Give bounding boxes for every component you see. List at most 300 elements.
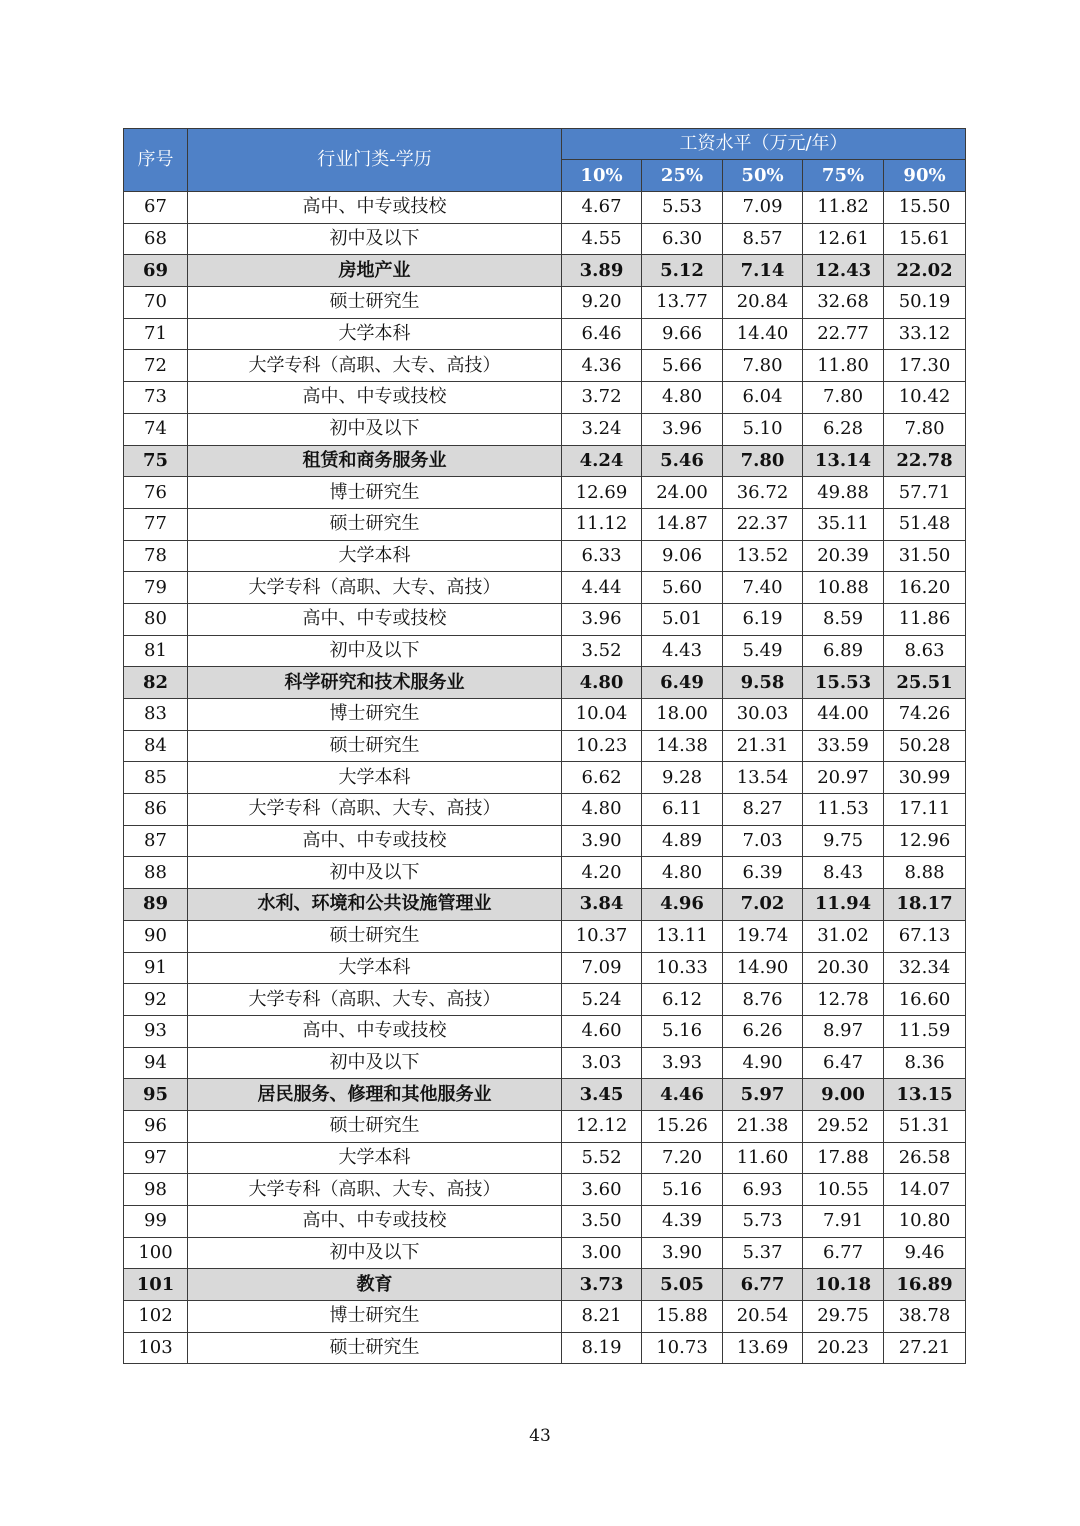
industry-row (124, 1269, 966, 1301)
row-value-p25: 5.12 (642, 255, 723, 287)
industry-row (124, 1079, 966, 1111)
row-value-p90: 32.34 (884, 952, 966, 984)
row-value-p50: 14.40 (723, 318, 803, 350)
row-category: 高中、中专或技校 (188, 1015, 562, 1047)
row-value-p75: 11.80 (803, 350, 884, 382)
row-seq: 89 (124, 889, 188, 921)
row-value-p10: 6.46 (562, 318, 642, 350)
row-seq: 71 (124, 318, 188, 350)
row-category: 大学本科 (188, 762, 562, 794)
row-value-p75: 11.82 (803, 192, 884, 224)
row-value-p50: 8.76 (723, 984, 803, 1016)
table-row (124, 572, 966, 604)
row-value-p25: 5.16 (642, 1015, 723, 1047)
row-value-p25: 13.11 (642, 920, 723, 952)
row-value-p50: 30.03 (723, 699, 803, 731)
table-row (124, 477, 966, 509)
row-value-p10: 10.04 (562, 699, 642, 731)
row-value-p10: 8.21 (562, 1301, 642, 1333)
industry-row (124, 445, 966, 477)
row-category: 初中及以下 (188, 413, 562, 445)
table-row (124, 984, 966, 1016)
row-value-p90: 17.11 (884, 794, 966, 826)
row-value-p75: 33.59 (803, 730, 884, 762)
row-seq: 79 (124, 572, 188, 604)
row-value-p50: 8.57 (723, 223, 803, 255)
row-seq: 100 (124, 1237, 188, 1269)
table-row (124, 287, 966, 319)
row-value-p10: 3.89 (562, 255, 642, 287)
row-value-p10: 4.80 (562, 794, 642, 826)
row-value-p50: 7.03 (723, 825, 803, 857)
row-value-p50: 36.72 (723, 477, 803, 509)
row-seq: 67 (124, 192, 188, 224)
row-value-p25: 4.80 (642, 382, 723, 414)
row-category: 房地产业 (188, 255, 562, 287)
row-value-p25: 5.60 (642, 572, 723, 604)
table-header (124, 129, 966, 192)
row-category: 初中及以下 (188, 1237, 562, 1269)
row-category: 水利、环境和公共设施管理业 (188, 889, 562, 921)
table-row (124, 794, 966, 826)
row-category: 高中、中专或技校 (188, 825, 562, 857)
row-value-p90: 16.20 (884, 572, 966, 604)
row-value-p10: 3.73 (562, 1269, 642, 1301)
row-value-p10: 4.20 (562, 857, 642, 889)
row-value-p90: 12.96 (884, 825, 966, 857)
row-value-p90: 16.89 (884, 1269, 966, 1301)
row-value-p75: 10.88 (803, 572, 884, 604)
row-value-p50: 6.77 (723, 1269, 803, 1301)
row-value-p25: 6.30 (642, 223, 723, 255)
row-value-p90: 11.86 (884, 603, 966, 635)
table-row (124, 762, 966, 794)
row-value-p75: 8.59 (803, 603, 884, 635)
row-value-p10: 7.09 (562, 952, 642, 984)
row-value-p50: 11.60 (723, 1142, 803, 1174)
header-wage-group: 工资水平（万元/年） (562, 129, 966, 160)
row-value-p25: 4.96 (642, 889, 723, 921)
row-value-p50: 14.90 (723, 952, 803, 984)
row-value-p10: 3.60 (562, 1174, 642, 1206)
row-category: 博士研究生 (188, 1301, 562, 1333)
header-p25: 25% (642, 160, 723, 192)
row-value-p25: 15.26 (642, 1110, 723, 1142)
row-value-p50: 13.54 (723, 762, 803, 794)
row-seq: 97 (124, 1142, 188, 1174)
row-seq: 82 (124, 667, 188, 699)
row-value-p75: 13.14 (803, 445, 884, 477)
row-value-p90: 9.46 (884, 1237, 966, 1269)
row-value-p90: 8.63 (884, 635, 966, 667)
row-category: 博士研究生 (188, 477, 562, 509)
table-row (124, 1301, 966, 1333)
row-value-p10: 3.45 (562, 1079, 642, 1111)
table-row (124, 730, 966, 762)
row-seq: 73 (124, 382, 188, 414)
row-value-p75: 7.91 (803, 1206, 884, 1238)
row-value-p10: 8.19 (562, 1332, 642, 1364)
row-category: 初中及以下 (188, 223, 562, 255)
row-value-p25: 3.90 (642, 1237, 723, 1269)
row-value-p75: 15.53 (803, 667, 884, 699)
row-value-p90: 50.19 (884, 287, 966, 319)
row-value-p25: 18.00 (642, 699, 723, 731)
row-seq: 103 (124, 1332, 188, 1364)
row-seq: 94 (124, 1047, 188, 1079)
row-seq: 95 (124, 1079, 188, 1111)
row-value-p25: 6.12 (642, 984, 723, 1016)
row-value-p25: 10.73 (642, 1332, 723, 1364)
row-value-p90: 27.21 (884, 1332, 966, 1364)
row-seq: 77 (124, 508, 188, 540)
row-seq: 96 (124, 1110, 188, 1142)
row-value-p90: 15.61 (884, 223, 966, 255)
table-row (124, 1142, 966, 1174)
row-seq: 74 (124, 413, 188, 445)
row-value-p90: 17.30 (884, 350, 966, 382)
row-value-p10: 3.03 (562, 1047, 642, 1079)
row-value-p50: 5.97 (723, 1079, 803, 1111)
row-value-p90: 26.58 (884, 1142, 966, 1174)
row-value-p75: 49.88 (803, 477, 884, 509)
table-row (124, 508, 966, 540)
header-p90: 90% (884, 160, 966, 192)
row-seq: 75 (124, 445, 188, 477)
table-row (124, 1206, 966, 1238)
row-category: 硕士研究生 (188, 1110, 562, 1142)
row-value-p10: 4.36 (562, 350, 642, 382)
row-value-p90: 22.78 (884, 445, 966, 477)
row-value-p90: 57.71 (884, 477, 966, 509)
row-value-p90: 11.59 (884, 1015, 966, 1047)
row-value-p50: 5.49 (723, 635, 803, 667)
row-category: 大学本科 (188, 952, 562, 984)
row-value-p50: 22.37 (723, 508, 803, 540)
wage-table (123, 128, 966, 1364)
row-value-p10: 3.90 (562, 825, 642, 857)
row-value-p25: 9.28 (642, 762, 723, 794)
row-value-p75: 11.94 (803, 889, 884, 921)
table-row (124, 540, 966, 572)
row-value-p75: 32.68 (803, 287, 884, 319)
row-value-p10: 4.80 (562, 667, 642, 699)
row-category: 初中及以下 (188, 635, 562, 667)
row-value-p25: 4.89 (642, 825, 723, 857)
row-value-p75: 8.43 (803, 857, 884, 889)
header-p75: 75% (803, 160, 884, 192)
row-seq: 99 (124, 1206, 188, 1238)
row-value-p50: 7.80 (723, 445, 803, 477)
row-value-p75: 20.23 (803, 1332, 884, 1364)
row-value-p10: 3.00 (562, 1237, 642, 1269)
row-seq: 70 (124, 287, 188, 319)
row-seq: 88 (124, 857, 188, 889)
row-value-p10: 3.50 (562, 1206, 642, 1238)
row-value-p75: 29.75 (803, 1301, 884, 1333)
row-value-p75: 20.39 (803, 540, 884, 572)
header-category: 行业门类-学历 (188, 129, 562, 192)
row-seq: 92 (124, 984, 188, 1016)
row-value-p50: 6.93 (723, 1174, 803, 1206)
row-category: 博士研究生 (188, 699, 562, 731)
row-value-p90: 51.31 (884, 1110, 966, 1142)
table-row (124, 825, 966, 857)
row-value-p10: 4.24 (562, 445, 642, 477)
row-category: 高中、中专或技校 (188, 382, 562, 414)
row-category: 大学专科（高职、大专、高技） (188, 984, 562, 1016)
row-value-p25: 6.11 (642, 794, 723, 826)
row-value-p50: 6.26 (723, 1015, 803, 1047)
row-seq: 80 (124, 603, 188, 635)
row-seq: 68 (124, 223, 188, 255)
row-seq: 87 (124, 825, 188, 857)
row-value-p75: 10.18 (803, 1269, 884, 1301)
row-value-p75: 20.97 (803, 762, 884, 794)
row-value-p10: 5.52 (562, 1142, 642, 1174)
row-value-p25: 9.06 (642, 540, 723, 572)
row-value-p50: 13.52 (723, 540, 803, 572)
row-category: 大学本科 (188, 318, 562, 350)
row-value-p50: 19.74 (723, 920, 803, 952)
row-value-p10: 3.72 (562, 382, 642, 414)
row-seq: 78 (124, 540, 188, 572)
table-row (124, 635, 966, 667)
row-value-p10: 3.96 (562, 603, 642, 635)
row-category: 硕士研究生 (188, 920, 562, 952)
row-category: 高中、中专或技校 (188, 1206, 562, 1238)
row-value-p75: 12.43 (803, 255, 884, 287)
row-value-p75: 7.80 (803, 382, 884, 414)
row-seq: 102 (124, 1301, 188, 1333)
row-category: 科学研究和技术服务业 (188, 667, 562, 699)
row-value-p75: 11.53 (803, 794, 884, 826)
row-value-p10: 4.44 (562, 572, 642, 604)
row-value-p50: 7.02 (723, 889, 803, 921)
row-category: 大学本科 (188, 540, 562, 572)
row-seq: 98 (124, 1174, 188, 1206)
row-category: 初中及以下 (188, 857, 562, 889)
row-value-p75: 44.00 (803, 699, 884, 731)
row-category: 高中、中专或技校 (188, 192, 562, 224)
table-row (124, 952, 966, 984)
header-seq: 序号 (124, 129, 188, 192)
row-value-p75: 29.52 (803, 1110, 884, 1142)
row-value-p50: 13.69 (723, 1332, 803, 1364)
row-value-p90: 67.13 (884, 920, 966, 952)
row-category: 居民服务、修理和其他服务业 (188, 1079, 562, 1111)
row-category: 硕士研究生 (188, 508, 562, 540)
row-value-p10: 12.69 (562, 477, 642, 509)
row-seq: 91 (124, 952, 188, 984)
row-value-p75: 9.75 (803, 825, 884, 857)
header-p10: 10% (562, 160, 642, 192)
row-value-p90: 33.12 (884, 318, 966, 350)
row-value-p90: 31.50 (884, 540, 966, 572)
row-value-p50: 5.10 (723, 413, 803, 445)
row-value-p75: 17.88 (803, 1142, 884, 1174)
header-p50: 50% (723, 160, 803, 192)
row-value-p25: 6.49 (642, 667, 723, 699)
row-value-p50: 20.54 (723, 1301, 803, 1333)
row-value-p25: 13.77 (642, 287, 723, 319)
row-seq: 76 (124, 477, 188, 509)
row-value-p90: 18.17 (884, 889, 966, 921)
row-seq: 93 (124, 1015, 188, 1047)
row-value-p90: 15.50 (884, 192, 966, 224)
row-category: 硕士研究生 (188, 287, 562, 319)
row-value-p50: 4.90 (723, 1047, 803, 1079)
row-value-p90: 51.48 (884, 508, 966, 540)
row-value-p25: 10.33 (642, 952, 723, 984)
row-value-p10: 3.52 (562, 635, 642, 667)
row-value-p75: 12.61 (803, 223, 884, 255)
row-value-p90: 8.36 (884, 1047, 966, 1079)
row-value-p90: 25.51 (884, 667, 966, 699)
row-value-p50: 5.73 (723, 1206, 803, 1238)
row-value-p75: 8.97 (803, 1015, 884, 1047)
table-row (124, 413, 966, 445)
row-value-p50: 8.27 (723, 794, 803, 826)
row-value-p10: 4.67 (562, 192, 642, 224)
row-value-p90: 74.26 (884, 699, 966, 731)
row-value-p25: 5.53 (642, 192, 723, 224)
row-value-p90: 16.60 (884, 984, 966, 1016)
row-value-p90: 30.99 (884, 762, 966, 794)
row-value-p25: 5.01 (642, 603, 723, 635)
row-category: 大学专科（高职、大专、高技） (188, 350, 562, 382)
row-value-p25: 5.46 (642, 445, 723, 477)
row-value-p10: 4.55 (562, 223, 642, 255)
table-row (124, 1332, 966, 1364)
row-value-p10: 12.12 (562, 1110, 642, 1142)
table-row (124, 1047, 966, 1079)
row-value-p75: 6.47 (803, 1047, 884, 1079)
row-value-p75: 22.77 (803, 318, 884, 350)
table-row (124, 1110, 966, 1142)
row-value-p50: 9.58 (723, 667, 803, 699)
row-value-p50: 7.09 (723, 192, 803, 224)
table-row (124, 192, 966, 224)
row-value-p90: 22.02 (884, 255, 966, 287)
row-category: 教育 (188, 1269, 562, 1301)
row-value-p10: 11.12 (562, 508, 642, 540)
row-value-p75: 35.11 (803, 508, 884, 540)
row-value-p10: 9.20 (562, 287, 642, 319)
row-value-p25: 5.16 (642, 1174, 723, 1206)
row-value-p75: 9.00 (803, 1079, 884, 1111)
row-value-p25: 4.46 (642, 1079, 723, 1111)
industry-row (124, 889, 966, 921)
row-value-p50: 7.14 (723, 255, 803, 287)
row-value-p25: 5.05 (642, 1269, 723, 1301)
row-value-p10: 3.84 (562, 889, 642, 921)
row-value-p75: 31.02 (803, 920, 884, 952)
table-row (124, 1015, 966, 1047)
row-category: 大学专科（高职、大专、高技） (188, 572, 562, 604)
row-seq: 69 (124, 255, 188, 287)
row-value-p10: 10.23 (562, 730, 642, 762)
row-value-p90: 10.80 (884, 1206, 966, 1238)
row-seq: 86 (124, 794, 188, 826)
row-value-p25: 4.80 (642, 857, 723, 889)
row-value-p25: 15.88 (642, 1301, 723, 1333)
table-row (124, 350, 966, 382)
industry-row (124, 667, 966, 699)
row-value-p10: 10.37 (562, 920, 642, 952)
row-value-p50: 21.31 (723, 730, 803, 762)
row-value-p90: 10.42 (884, 382, 966, 414)
row-category: 大学专科（高职、大专、高技） (188, 1174, 562, 1206)
row-value-p25: 14.38 (642, 730, 723, 762)
row-value-p75: 12.78 (803, 984, 884, 1016)
row-value-p50: 20.84 (723, 287, 803, 319)
row-value-p25: 3.93 (642, 1047, 723, 1079)
row-category: 初中及以下 (188, 1047, 562, 1079)
row-seq: 101 (124, 1269, 188, 1301)
row-value-p75: 6.28 (803, 413, 884, 445)
row-value-p25: 24.00 (642, 477, 723, 509)
row-value-p90: 38.78 (884, 1301, 966, 1333)
table-row (124, 857, 966, 889)
row-value-p90: 50.28 (884, 730, 966, 762)
row-value-p10: 6.62 (562, 762, 642, 794)
table-row (124, 920, 966, 952)
table-row (124, 318, 966, 350)
row-category: 租赁和商务服务业 (188, 445, 562, 477)
row-value-p50: 21.38 (723, 1110, 803, 1142)
row-value-p75: 20.30 (803, 952, 884, 984)
table-row (124, 223, 966, 255)
row-seq: 83 (124, 699, 188, 731)
row-value-p75: 6.89 (803, 635, 884, 667)
row-value-p75: 6.77 (803, 1237, 884, 1269)
row-value-p10: 4.60 (562, 1015, 642, 1047)
row-value-p50: 5.37 (723, 1237, 803, 1269)
page-number: 43 (529, 1426, 551, 1446)
row-value-p10: 6.33 (562, 540, 642, 572)
row-value-p50: 6.04 (723, 382, 803, 414)
row-value-p50: 7.40 (723, 572, 803, 604)
row-seq: 90 (124, 920, 188, 952)
row-seq: 84 (124, 730, 188, 762)
row-value-p10: 3.24 (562, 413, 642, 445)
row-value-p75: 10.55 (803, 1174, 884, 1206)
row-seq: 81 (124, 635, 188, 667)
row-value-p25: 4.43 (642, 635, 723, 667)
row-seq: 72 (124, 350, 188, 382)
row-category: 大学专科（高职、大专、高技） (188, 794, 562, 826)
row-category: 硕士研究生 (188, 1332, 562, 1364)
row-value-p25: 4.39 (642, 1206, 723, 1238)
row-value-p50: 6.19 (723, 603, 803, 635)
row-value-p25: 14.87 (642, 508, 723, 540)
table-row (124, 382, 966, 414)
row-category: 硕士研究生 (188, 730, 562, 762)
row-value-p50: 6.39 (723, 857, 803, 889)
row-seq: 85 (124, 762, 188, 794)
row-value-p25: 9.66 (642, 318, 723, 350)
table-row (124, 603, 966, 635)
table-body (124, 192, 966, 1364)
table-row (124, 699, 966, 731)
row-value-p90: 14.07 (884, 1174, 966, 1206)
row-value-p50: 7.80 (723, 350, 803, 382)
industry-row (124, 255, 966, 287)
row-value-p10: 5.24 (562, 984, 642, 1016)
row-category: 高中、中专或技校 (188, 603, 562, 635)
row-value-p90: 8.88 (884, 857, 966, 889)
